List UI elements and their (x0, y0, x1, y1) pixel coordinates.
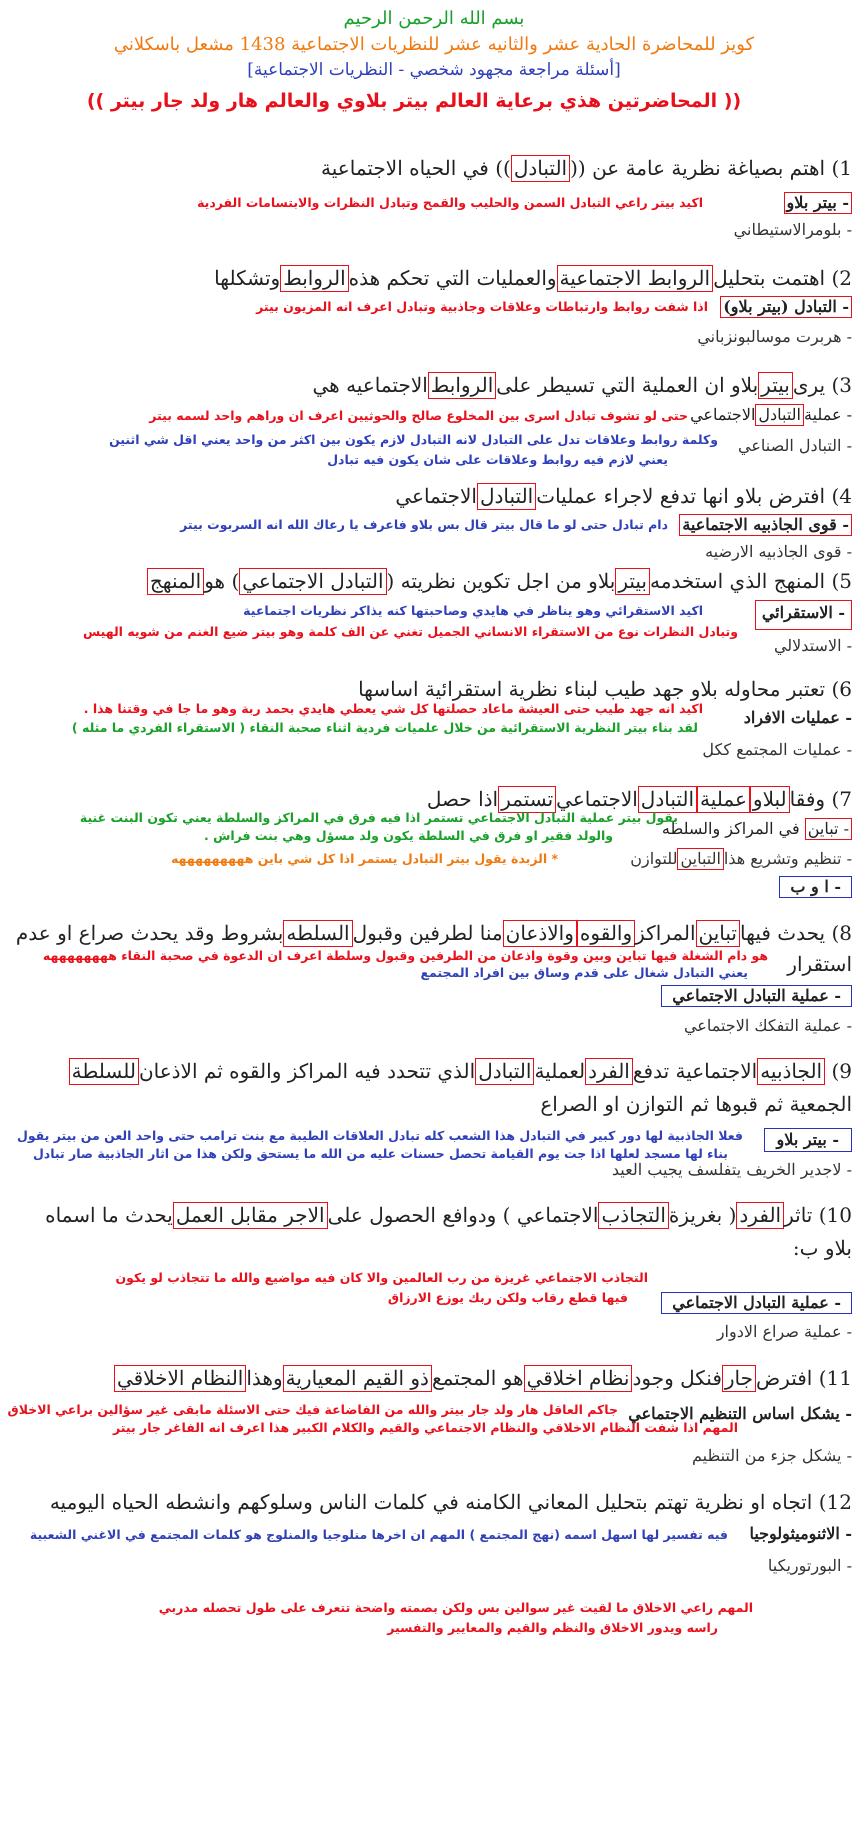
q2-note: اذا شفت روابط وارتباطات وعلاقات وجاذبية وتبادل اعرف انه المزيون بيتر (256, 299, 708, 314)
q4-answer-other: - قوى الجاذبيه الارضيه (705, 542, 852, 561)
q10-answer-other: - عملية صراع الادوار (716, 1322, 852, 1341)
document-title: كويز للمحاضرة الحادية عشر والثانيه عشر للنظريات الاجتماعية 1438 مشعل باسكلاني (113, 34, 755, 55)
q7-answer-correct: - تباين في المراكز والسلطه (662, 818, 852, 840)
q7-note-1: يقول بيتر عملية التبادل الاجتماعي تستمر اذا فيه فرق في المراكز والسلطة يعني تكون البنت غنية (79, 810, 678, 825)
q6-note-1: اكيد انه جهد طيب حتى العيشة ماعاد حصلتها كل شي يعطي هايدي بحمد ربة وهو ما جا في وقتنا هذا . (83, 701, 703, 716)
q12-note-3: راسه ويدور الاخلاق والنظم والقيم والمعايير والتفسير (387, 1620, 718, 1635)
question-6: 6) تعتبر محاوله بلاو جهد طيب لبناء نظرية استقرائية اساسها (358, 677, 852, 701)
question-12: 12) اتجاه او نظرية تهتم بتحليل المعاني الكامنه في كلمات الناس وسلوكهم وانشطه الحياه اليوميه (49, 1490, 852, 1514)
q2-answer-other: - هربرت موسالبونزباني (697, 327, 852, 346)
banner: (( المحاضرتين هذي برعاية العالم بيتر بلاوي والعالم هار ولد جار بيتر )) (86, 90, 742, 112)
q6-note-2: لقد بناء بيتر النظرية الاستقرائية من خلال علميات فردية اثناء صحبة النقاء ( الاستقراء الفردي ما مثله ) (71, 720, 698, 735)
q10-note-1: التجاذب الاجتماعي غريزة من رب العالمين والا كان فيه مواضيع والله ما تتجاذب لو يكون (115, 1270, 648, 1285)
question-9: 9) الجاذبيهالاجتماعية تدفعالفردلعمليةالتبادلالذي تتحدد فيه المراكز والقوه ثم الاذعانللسلطة (69, 1058, 852, 1085)
q6-answer-correct: - عمليات الافراد (743, 708, 852, 727)
q12-answer-correct: - الاثنوميثولوجيا (749, 1524, 852, 1543)
q11-answer-other: - يشكل جزء من التنظيم (692, 1446, 852, 1465)
q6-answer-other: - عمليات المجتمع ككل (702, 740, 852, 759)
question-4: 4) افترض بلاو انها تدفع لاجراء عملياتالتبادلالاجتماعي (395, 484, 852, 508)
q5-note-1: اكيد الاستقرائي وهو يناظر في هايدي وصاحبتها كنه يذاكر نظريات اجتماعية (243, 603, 703, 618)
q10-answer-correct: - عملية التبادل الاجتماعي (661, 1292, 852, 1314)
q3-note-3: يعني لازم فيه روابط وعلاقات على شان يكون فيه تبادل (327, 452, 668, 467)
q12-note-1: فيه تفسير لها اسهل اسمه (نهج المجتمع ) المهم ان اخرها منلوجيا والمنلوج هو كلمات المجتمع في الاغني الشعبية (29, 1527, 728, 1542)
q1-answer-correct: - بيتر بلاو (784, 192, 852, 214)
q7-note-2: والولد فقير او فرق في السلطة يكون ولد مسؤل وهي بنت فراش . (203, 828, 613, 843)
q4-note: دام تبادل حتى لو ما قال بيتر قال بس بلاو فاعرف يا رعاك الله انه السربوت بيتر (180, 517, 668, 532)
question-9-line-2: الجمعية ثم قبوها ثم التوازن او الصراع (540, 1092, 852, 1116)
q9-note-2: بناء لها مسجد لعلها اذا جت يوم القيامة تحصل حسنات عليه من الله ما يستحق ولكن هذا من اثار الجاذبية صار تبادل (32, 1146, 728, 1161)
q12-answer-other: - البورتوريكيا (767, 1556, 852, 1575)
highlight-box: التبادل (511, 155, 570, 182)
question-10: 10) تاثرالفرد( بغريزةالتجاذبالاجتماعي ) ودوافع الحصول علىالاجر مقابل العمليحدث ما اسماه (45, 1203, 852, 1227)
document-subtitle: [أسئلة مراجعة مجهود شخصي - النظريات الاجتماعية] (247, 60, 621, 80)
q1-note: اكيد بيتر راعي التبادل السمن والحليب والقمح وتبادل النظرات والابتسامات الفردية (197, 195, 703, 210)
question-7: 7) وفقالبلاوعمليةالتبادلالاجتماعيتستمراذا حصل (426, 787, 852, 811)
q5-answer-correct: - الاستقرائي (755, 600, 852, 630)
q9-answer-correct: - بيتر بلاو (764, 1128, 852, 1152)
q3-note-1: حتى لو تشوف تبادل اسرى بين المخلوع صالح والحوثيين اعرف ان وراهم واحد لسمه بيتر (149, 408, 688, 423)
question-11: 11) افترضجارفنكل وجودنظام اخلاقيهو المجتمعذو القيم المعياريةوهذاالنظام الاخلاقي (114, 1365, 852, 1392)
q3-answer-other: - التبادل الصناعي (738, 436, 852, 455)
q5-note-2: وتبادل النظرات نوع من الاستقراء الانساني الجميل تغني عن الف كلمة وهو بيتر ضيع الغنم من شويه الهيس (82, 624, 738, 639)
q5-answer-other: - الاستدلالي (773, 636, 852, 655)
q8-note-1: هو دام الشغلة فيها تباين وبين وقوة واذعان من الطرفين وقبول وسلطة اعرف ان الدعوة في صحبة النقاء ههههههههه (42, 948, 768, 963)
question-10-line-2: بلاو ب: (792, 1236, 852, 1260)
question-1: 1) اهتم بصياغة نظرية عامة عن ((التبادل)) في الحياه الاجتماعية (321, 156, 852, 180)
q1-answer-other: - بلومرالاستيطاني (733, 220, 852, 239)
q8-note-2: يعني التبادل شغال على قدم وساق بين افراد المجتمع (420, 965, 748, 980)
q9-answer-other: - لاجدير الخريف يتفلسف يجيب العيد (611, 1160, 852, 1179)
q8-answer-other: - عملية التفكك الاجتماعي (683, 1016, 852, 1035)
question-8-line-2: استقرار (787, 952, 852, 976)
q7-answer-other: - تنظيم وتشريع هذاالتباينللتوازن (630, 849, 852, 868)
q3-note-2: وكلمة روابط وعلاقات تدل على التبادل لانه التبادل لازم يكون بين اكثر من واحد يعني اقل شي اثنين (109, 432, 718, 447)
basmala: بسم الله الرحمن الرحيم (343, 8, 525, 29)
q4-answer-correct: - قوى الجاذبيه الاجتماعية (679, 514, 852, 536)
q11-note-2: المهم اذا شفت النظام الاخلاقي والنظام الاجتماعي والقيم والكلام الكبير هذا اعرف انه الفاغر جار بيتر (112, 1420, 738, 1435)
question-2: 2) اهتمت بتحليلالروابط الاجتماعيةوالعمليات التي تحكم هذهالروابطوتشكلها (214, 266, 852, 290)
q8-answer-correct: - عملية التبادل الاجتماعي (661, 985, 852, 1007)
q12-note-2: المهم راعي الاخلاق ما لقيت غير سوالين بس ولكن بصمته واضحة تتعرف على طول تحصله مدربي (158, 1600, 753, 1615)
q7-note-3: * الزبدة يقول بيتر التبادل يستمر اذا كل شي باين هههههههههه (171, 851, 558, 866)
question-5: 5) المنهج الذي استخدمهبيتربلاو من اجل تكوين نظريته (التبادل الاجتماعي) هوالمنهج (147, 568, 852, 595)
question-8: 8) يحدث فيهاتباينالمراكزوالقوهوالاذعانمنا لطرفين وقبولالسلطهبشروط وقد يحدث صراع او عدم (15, 921, 852, 945)
q7-answer-both: - ا و ب (779, 876, 852, 898)
q3-answer-correct: - عمليةالتبادلالاجتماعي (690, 405, 852, 424)
question-3: 3) يرىبيتربلاو ان العملية التي تسيطر علىالروابطالاجتماعيه هي (312, 373, 852, 397)
q10-note-2: فيها قطع رقاب ولكن ربك يوزع الارزاق (387, 1290, 628, 1305)
q11-answer-correct: - يشكل اساس التنظيم الاجتماعي (628, 1404, 852, 1423)
q2-answer-correct: - التبادل (بيتر بلاو) (720, 296, 852, 318)
q9-note-1: فعلا الجاذبية لها دور كبير في التبادل هذا الشعب كله تبادل العلاقات الطيبة مع بنت ترامب حتى واحد العن من بيتر يقول (17, 1128, 743, 1143)
q11-note-1: جاكم العاقل هار ولد جار بيتر والله من الفاضاعة فيك حتى الاسئلة مابقى غير سؤالين براعي الاخلاق (7, 1402, 618, 1417)
